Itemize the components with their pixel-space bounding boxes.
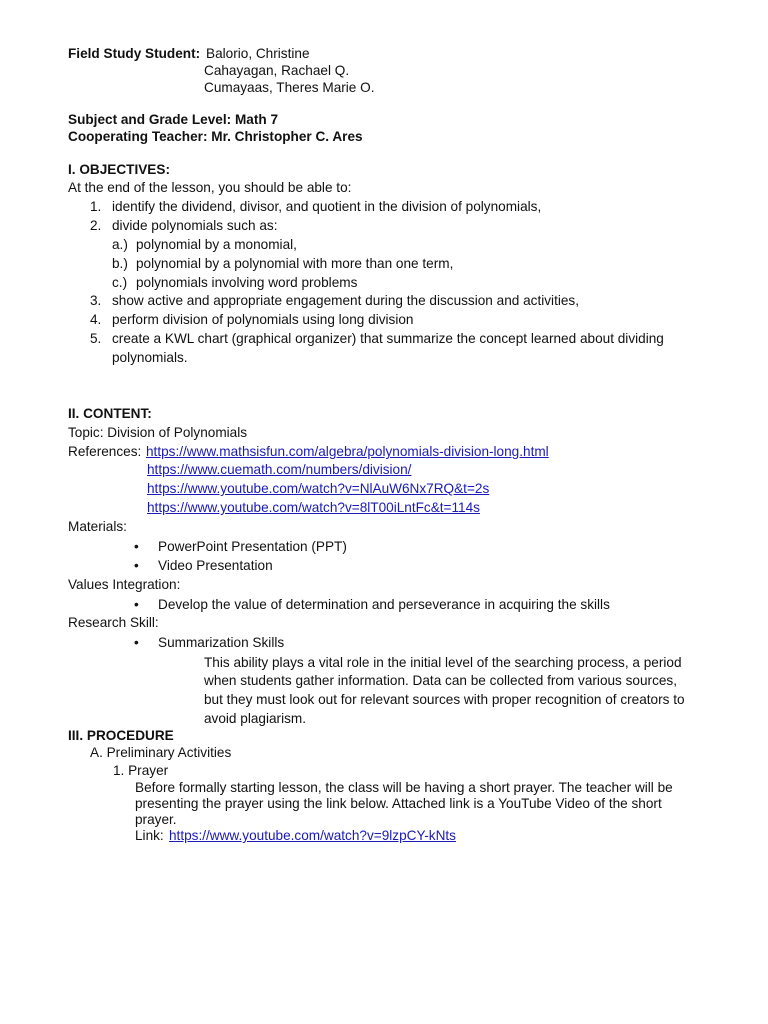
research-description-line: This ability plays a vital role in the initial level of the searching process, a period <box>204 655 682 670</box>
subject-grade-level: Subject and Grade Level: Math 7 <box>68 112 278 127</box>
objective-number: 5. <box>90 331 102 346</box>
values-item: • Develop the value of determination and perseverance in acquiring the skills <box>158 596 610 614</box>
materials-label: Materials: <box>68 519 127 534</box>
procedure-item: 1. Prayer <box>113 763 169 778</box>
content-heading: II. CONTENT: <box>68 406 152 421</box>
prayer-text-line: Before formally starting lesson, the class will be having a short prayer. The teacher will be <box>135 780 673 795</box>
materials-item: • PowerPoint Presentation (PPT) <box>158 538 347 556</box>
objective-number: 1. <box>90 199 102 214</box>
subitem-letter: a.) <box>112 237 128 252</box>
objectives-heading: I. OBJECTIVES: <box>68 162 170 177</box>
materials-item: • Video Presentation <box>158 557 273 575</box>
objective-number: 4. <box>90 312 102 327</box>
student-name: Cahayagan, Rachael Q. <box>204 63 350 78</box>
procedure-heading: III. PROCEDURE <box>68 728 174 743</box>
subitem-letter: b.) <box>112 256 128 271</box>
subitem-text: polynomial by a monomial, <box>136 237 297 252</box>
reference-link[interactable]: https://www.youtube.com/watch?v=NlAuW6Nx7RQ&t=2s <box>147 481 490 496</box>
objective-number: 3. <box>90 293 102 308</box>
reference-link[interactable]: https://www.mathsisfun.com/algebra/polynomials-division-long.html <box>146 444 549 459</box>
prayer-text-line: prayer. <box>135 812 177 827</box>
objective-text: create a KWL chart (graphical organizer) that summarize the concept learned about dividing <box>112 331 664 346</box>
research-description-line: but they must look out for relevant sources with proper recognition of creators to <box>204 692 685 707</box>
student-name: Balorio, Christine <box>206 46 310 61</box>
objective-number: 2. <box>90 218 102 233</box>
prayer-text-line: presenting the prayer using the link below. Attached link is a YouTube Video of the short <box>135 796 662 811</box>
student-name: Cumayaas, Theres Marie O. <box>204 80 375 95</box>
subitem-text: polynomial by a polynomial with more than one term, <box>136 256 454 271</box>
reference-link[interactable]: https://www.youtube.com/watch?v=8lT00iLntFc&t=114s <box>147 500 480 515</box>
research-description-line: when students gather information. Data can be collected from various sources, <box>204 673 678 688</box>
objective-text: identify the dividend, divisor, and quotient in the division of polynomials, <box>112 199 542 214</box>
reference-link[interactable]: https://www.cuemath.com/numbers/division/ <box>147 462 412 477</box>
objective-text: divide polynomials such as: <box>112 218 278 233</box>
values-label: Values Integration: <box>68 577 181 592</box>
topic: Topic: Division of Polynomials <box>68 425 248 440</box>
objective-text-continued: polynomials. <box>112 350 188 365</box>
objective-text: perform division of polynomials using long division <box>112 312 414 327</box>
objectives-intro: At the end of the lesson, you should be able to: <box>68 180 352 195</box>
objective-text: show active and appropriate engagement during the discussion and activities, <box>112 293 580 308</box>
subitem-letter: c.) <box>112 275 128 290</box>
references-label: References: <box>68 444 142 459</box>
field-study-label: Field Study Student: <box>68 46 201 61</box>
section-a-heading: A. Preliminary Activities <box>90 745 232 760</box>
link-label: Link: <box>135 828 164 843</box>
research-item: • Summarization Skills <box>158 634 284 652</box>
prayer-video-link[interactable]: https://www.youtube.com/watch?v=9lzpCY-kNts <box>169 828 456 843</box>
cooperating-teacher: Cooperating Teacher: Mr. Christopher C. Ares <box>68 129 363 144</box>
research-label: Research Skill: <box>68 615 159 630</box>
research-description-line: avoid plagiarism. <box>204 711 306 726</box>
subitem-text: polynomials involving word problems <box>136 275 358 290</box>
